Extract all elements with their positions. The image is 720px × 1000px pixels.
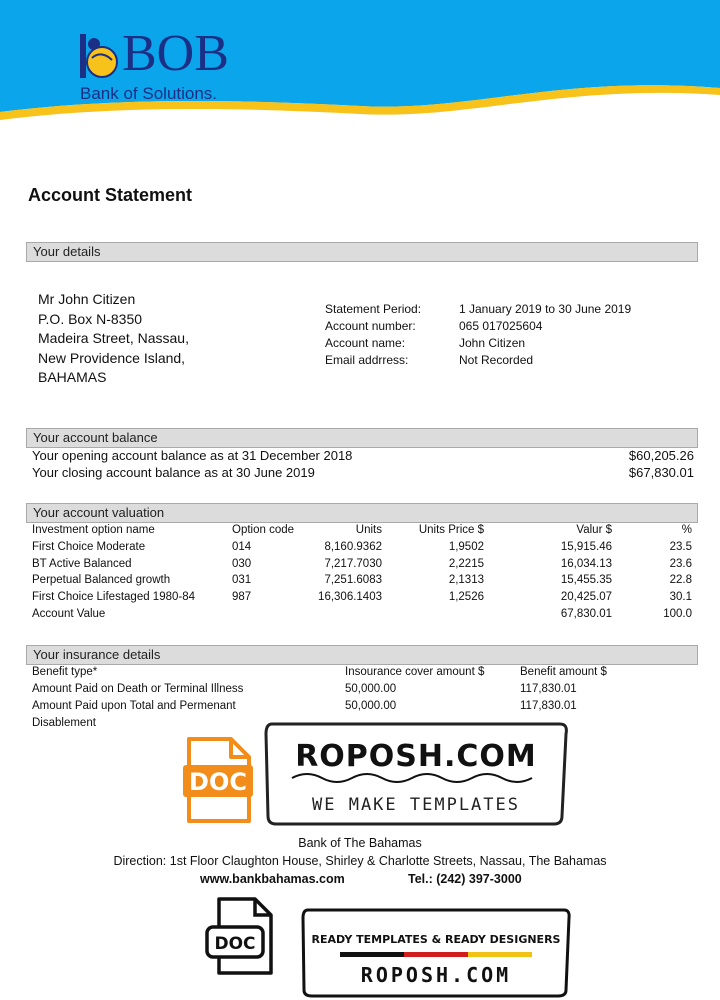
table-cell: 15,915.46 <box>560 540 612 553</box>
table-cell: 1,9502 <box>448 540 484 553</box>
table-cell: 23.6 <box>669 557 692 570</box>
table-row <box>32 589 694 606</box>
table-row <box>32 572 694 589</box>
address-line: BAHAMAS <box>38 369 107 385</box>
address-line: P.O. Box N-8350 <box>38 310 143 327</box>
table-header-row <box>32 522 694 539</box>
table-cell: 50,000.00 <box>345 700 397 712</box>
table-cell: Perpetual Balanced growth <box>32 574 171 587</box>
valuation-table <box>32 522 694 623</box>
detail-label: Statement Period: <box>325 302 422 316</box>
detail-value: 1 January 2019 to 30 June 2019 <box>459 302 632 316</box>
footer-address: Direction: 1st Floor Claughton House, Shirley & Charlotte Streets, Nassau, The Bahamas <box>113 854 607 868</box>
column-header: % <box>681 524 692 536</box>
detail-row <box>325 352 631 369</box>
account-details <box>325 301 631 369</box>
detail-row <box>325 301 631 318</box>
table-cell: Account Value <box>32 607 106 620</box>
address-line: Mr John Citizen <box>38 291 136 307</box>
table-cell: BT Active Balanced <box>32 557 132 570</box>
brand-tagline: Bank of Solutions. <box>80 84 218 103</box>
table-row <box>32 698 694 715</box>
balance-row-opening <box>32 447 694 464</box>
detail-label: Account number: <box>325 319 416 333</box>
balance-row-closing <box>32 464 694 481</box>
detail-value: John Citizen <box>459 336 526 350</box>
detail-row <box>325 335 631 352</box>
detail-label: Account name: <box>325 336 406 350</box>
column-header: Benefit type* <box>32 666 98 678</box>
table-row <box>32 556 694 573</box>
footer-telephone: Tel.: (242) 397-3000 <box>408 872 522 886</box>
footer-website-link[interactable]: www.bankbahamas.com <box>200 872 345 886</box>
detail-label: Email addrress: <box>325 353 409 367</box>
balance-value: $60,205.26 <box>628 448 694 463</box>
column-header: Valur $ <box>576 524 612 536</box>
table-cell: 8,160.9362 <box>324 540 382 553</box>
table-cell: First Choice Moderate <box>32 540 146 553</box>
table-cell: Amount Paid upon Total and Permenant <box>32 700 236 712</box>
balance-value: $67,830.01 <box>628 465 694 480</box>
header-banner <box>0 0 720 125</box>
detail-value: Not Recorded <box>459 353 534 367</box>
table-cell: 014 <box>232 540 252 553</box>
table-cell: 22.8 <box>669 574 692 587</box>
column-header: Insourance cover amount $ <box>345 666 485 678</box>
table-cell: 15,455.35 <box>560 574 612 587</box>
column-header: Investment option name <box>32 524 155 536</box>
table-cell: 50,000.00 <box>345 683 397 695</box>
table-cell: 987 <box>232 591 252 604</box>
banner-site-text: ROPOSH.COM <box>295 739 537 774</box>
table-row <box>32 539 694 556</box>
page-title: Account Statement <box>28 185 193 205</box>
detail-value: 065 017025604 <box>459 319 543 333</box>
column-header: Option code <box>232 524 295 536</box>
table-cell: 16,306.1403 <box>318 591 382 604</box>
valuation-section-header: Your account valuation <box>26 503 698 523</box>
table-cell: 7,217.7030 <box>324 557 382 570</box>
detail-row <box>325 318 631 335</box>
banner-site-text: ROPOSH.COM <box>360 963 512 987</box>
table-cell: 7,251.6083 <box>324 574 382 587</box>
table-cell: 100.0 <box>663 607 692 620</box>
doc-file-icon-outline <box>205 895 275 977</box>
table-cell: 117,830.01 <box>520 683 577 695</box>
insurance-section-header: Your insurance details <box>26 645 698 665</box>
customer-address <box>38 290 189 388</box>
balance-label: Your opening account balance as at 31 December 2018 <box>32 448 353 463</box>
footer-bank-name: Bank of The Bahamas <box>298 836 422 850</box>
column-header: Units <box>355 524 382 536</box>
table-cell: 20,425.07 <box>560 591 612 604</box>
address-line: Madeira Street, Nassau, <box>38 330 189 346</box>
table-cell: Amount Paid on Death or Terminal Illness <box>32 683 244 695</box>
banner-tagline-text: READY TEMPLATES & READY DESIGNERS <box>311 933 561 946</box>
roposh-watermark-banner <box>262 720 570 828</box>
table-cell: 2,1313 <box>448 574 484 587</box>
doc-icon-label: DOC <box>214 934 256 954</box>
table-total-row <box>32 606 694 623</box>
column-header: Benefit amount $ <box>520 666 607 678</box>
balance-label: Your closing account balance as at 30 June 2019 <box>32 465 315 480</box>
table-cell: 16,034.13 <box>560 557 612 570</box>
banner-slogan-text: WE MAKE TEMPLATES <box>312 795 520 815</box>
table-cell: 30.1 <box>669 591 692 604</box>
brand-name: BOB <box>122 25 229 82</box>
table-header-row <box>32 664 694 681</box>
table-cell: 117,830.01 <box>520 700 577 712</box>
bank-logo-icon <box>80 32 120 80</box>
table-cell: 23.5 <box>669 540 692 553</box>
address-line: New Providence Island, <box>38 349 186 366</box>
table-cell: 67,830.01 <box>560 607 612 620</box>
table-cell: 031 <box>232 574 252 587</box>
table-row <box>32 681 694 698</box>
table-cell: Disablement <box>32 717 96 729</box>
balance-section-header: Your account balance <box>26 428 698 448</box>
table-cell: 030 <box>232 557 252 570</box>
doc-file-icon <box>183 735 255 825</box>
ready-templates-banner <box>300 906 572 998</box>
table-cell: First Choice Lifestaged 1980-84 <box>32 591 196 604</box>
details-section-header: Your details <box>26 242 698 262</box>
table-cell: 2,2215 <box>448 557 484 570</box>
table-cell: 1,2526 <box>448 591 484 604</box>
doc-icon-label: DOC <box>189 768 247 796</box>
column-header: Units Price $ <box>418 524 484 536</box>
